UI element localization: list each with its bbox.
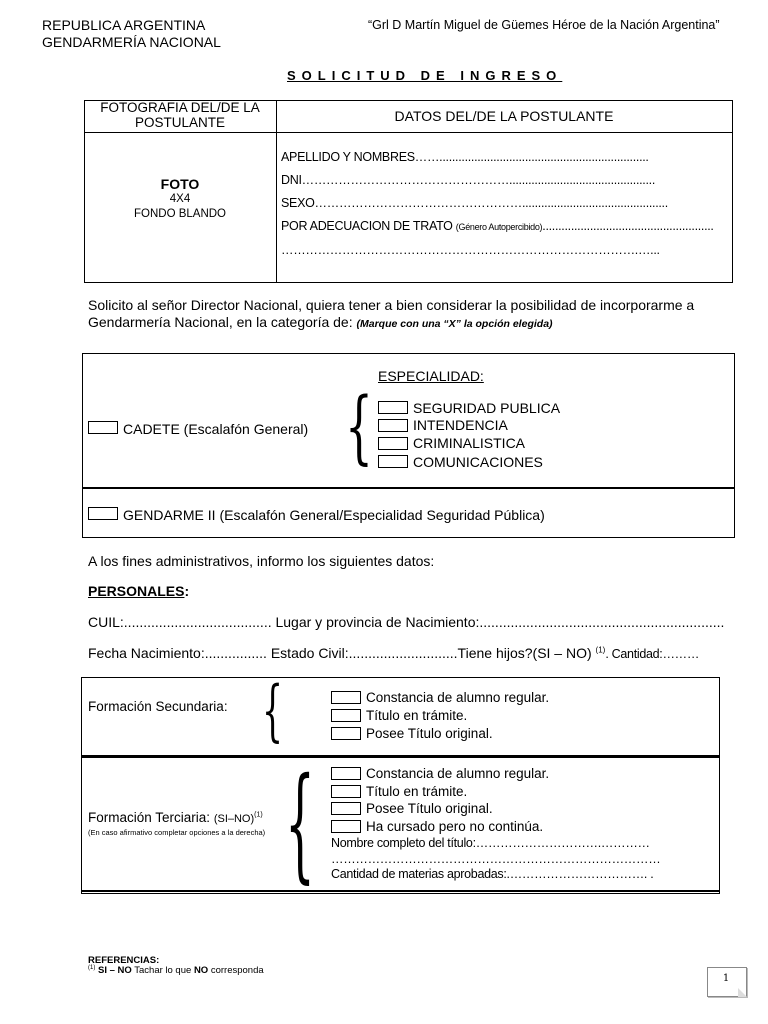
sec-original-checkbox[interactable]: [331, 727, 361, 740]
references-heading: REFERENCIAS:: [88, 955, 160, 966]
ter-regular-label: Constancia de alumno regular.: [366, 766, 550, 781]
admin-text: A los fines administrativos, informo los siguientes datos:: [88, 553, 435, 569]
header-institution: GENDARMERÍA NACIONAL: [42, 34, 221, 50]
ter-cursado-checkbox[interactable]: [331, 820, 361, 833]
formacion-bottom: [81, 890, 719, 892]
especialidad-comunicaciones: COMUNICACIONES: [413, 454, 543, 470]
field-dots: ……..................................................................: [414, 150, 649, 164]
ter-cursado-label: Ha cursado pero no continúa.: [366, 819, 544, 834]
cuil-line[interactable]: CUIL:...................................... Lugar y provincia de Nacimiento:...............................................................: [88, 614, 725, 630]
ter-tramite-label: Título en trámite.: [366, 784, 468, 799]
field-label: POR ADECUACION DE TRATO: [281, 219, 453, 233]
especialidad-brace-icon: {: [345, 380, 373, 473]
ref-text-1: Tachar lo que: [131, 965, 194, 977]
especialidad-criminalistica: CRIMINALISTICA: [413, 435, 526, 451]
birth-line-ref: (1): [595, 645, 606, 655]
terciaria-ref: (1): [254, 811, 263, 819]
ref-no: NO: [193, 965, 209, 977]
terciaria-label-line: [88, 810, 263, 825]
page-number: 1: [722, 973, 730, 984]
field-label: SEXO: [281, 196, 315, 210]
seguridad-checkbox[interactable]: [378, 401, 408, 414]
photo-header: FOTOGRAFIA DEL/DE LA POSTULANTE: [100, 100, 260, 130]
field-apellido[interactable]: [281, 150, 729, 164]
birth-line[interactable]: [88, 645, 730, 661]
ref-text-2: corresponda: [208, 965, 264, 977]
header-country: REPUBLICA ARGENTINA: [42, 17, 206, 33]
header-motto: “Grl D Martín Miguel de Güemes Héroe de la Nación Argentina”: [368, 18, 720, 32]
field-dots: ……………………………………………..............................................: [301, 173, 655, 187]
comunicaciones-checkbox[interactable]: [378, 455, 408, 468]
especialidad-seguridad: SEGURIDAD PUBLICA: [413, 400, 561, 416]
secundaria-brace-icon: {: [262, 672, 283, 749]
terciaria-label: Formación Terciaria:: [88, 810, 211, 825]
field-sexo[interactable]: [281, 196, 729, 210]
cadete-checkbox[interactable]: [88, 421, 118, 434]
request-text: Solicito al señor Director Nacional, quiera tener a bien considerar la posibilidad de incorporarme a Gendarmería Nacional, en la categoría de:: [88, 297, 695, 330]
field-dots: ......................................................: [542, 219, 714, 233]
terciaria-note: (En caso afirmativo completar opciones a la derecha): [88, 828, 266, 837]
ter-original-checkbox[interactable]: [331, 802, 361, 815]
formacion-divider: [81, 755, 719, 758]
birth-line-cantidad: . Cantidad:………: [605, 647, 700, 661]
photo-label: FOTO: [160, 176, 200, 192]
page-title: SOLICITUD DE INGRESO: [287, 68, 563, 83]
ref-si-no: SI – NO: [97, 965, 132, 977]
table-header-divider: [84, 132, 732, 133]
especialidad-intendencia: INTENDENCIA: [413, 417, 508, 433]
category-divider: [82, 487, 734, 489]
field-note: (Género Autopercibido): [455, 222, 543, 232]
especialidad-heading: ESPECIALIDAD:: [378, 368, 484, 384]
page-number-box: [707, 967, 747, 997]
ter-tramite-checkbox[interactable]: [331, 785, 361, 798]
table-column-divider: [276, 100, 277, 282]
sec-original-label: Posee Título original.: [366, 726, 493, 741]
personales-title: PERSONALES: [88, 583, 185, 599]
field-dots: …………………………………………………………………………….…...: [281, 243, 660, 257]
ter-original-label: Posee Título original.: [366, 801, 493, 816]
criminalistica-checkbox[interactable]: [378, 437, 408, 450]
field-dni[interactable]: [281, 173, 729, 187]
ref-sup: (1): [88, 965, 96, 971]
sec-regular-label: Constancia de alumno regular.: [366, 690, 550, 705]
secundaria-label: Formación Secundaria:: [88, 699, 228, 714]
sec-tramite-checkbox[interactable]: [331, 709, 361, 722]
request-paragraph: [88, 297, 728, 333]
materias-field[interactable]: Cantidad de materias aprobadas:.……………………………. .: [331, 867, 654, 881]
field-dots: ……………………………………………..............................................: [314, 196, 668, 210]
photo-background: FONDO BLANDO: [133, 208, 226, 220]
intendencia-checkbox[interactable]: [378, 419, 408, 432]
birth-line-text: Fecha Nacimiento:................ Estado Civil:............................Tiene hijos?(SI – NO): [88, 645, 592, 661]
personales-heading: [88, 583, 189, 599]
data-header: DATOS DEL/DE LA POSTULANTE: [394, 108, 614, 124]
personales-colon: :: [184, 583, 190, 599]
cadete-label: CADETE (Escalafón General): [123, 421, 309, 437]
field-label: DNI: [281, 173, 302, 187]
photo-size: 4X4: [169, 193, 191, 205]
terciaria-brace-icon: {: [285, 752, 315, 896]
gendarme-checkbox[interactable]: [88, 507, 118, 520]
terciaria-sino: (SI–NO): [213, 813, 255, 825]
field-extra-line[interactable]: [281, 243, 729, 257]
field-trato[interactable]: [281, 219, 729, 233]
references-line: [88, 965, 264, 976]
field-label: APELLIDO Y NOMBRES: [281, 150, 415, 164]
gendarme-label: GENDARME II (Escalafón General/Especialidad Seguridad Pública): [123, 507, 545, 523]
titulo-dots[interactable]: ………………………………………………………………………: [331, 852, 661, 866]
sec-regular-checkbox[interactable]: [331, 691, 361, 704]
sec-tramite-label: Título en trámite.: [366, 708, 468, 723]
page-corner-icon: [738, 988, 747, 997]
request-note: (Marque con una “X” la opción elegida): [356, 318, 553, 330]
ter-regular-checkbox[interactable]: [331, 767, 361, 780]
titulo-field[interactable]: Nombre completo del título:………………………….…………: [331, 836, 650, 850]
